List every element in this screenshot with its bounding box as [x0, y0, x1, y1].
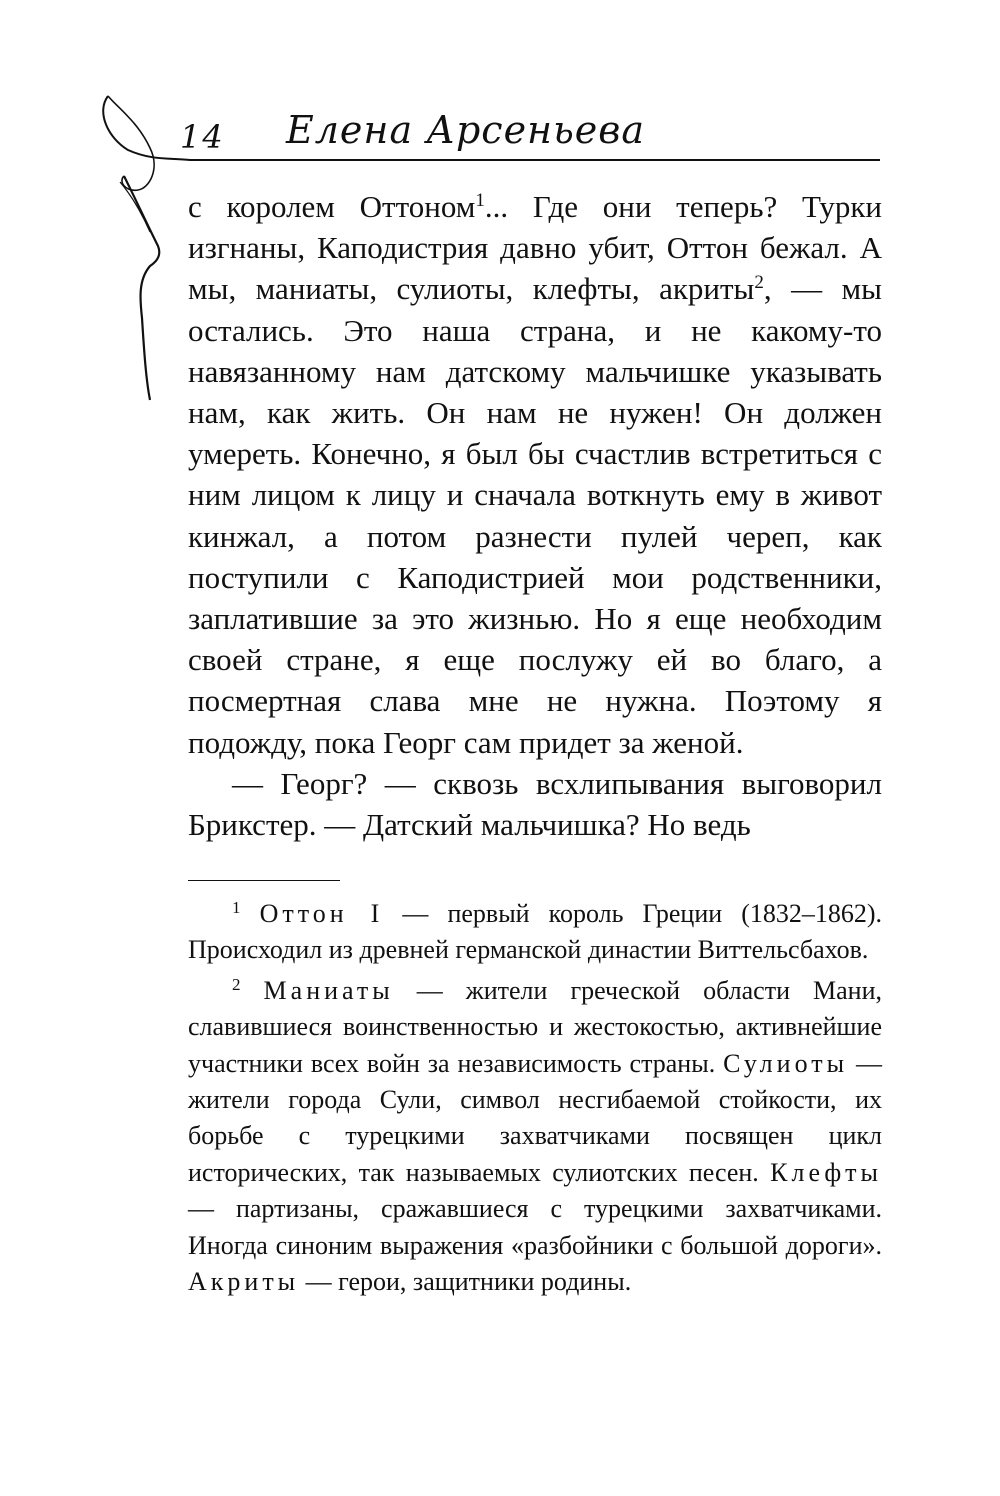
footnote-ref: 1 [475, 190, 485, 211]
main-text [188, 186, 882, 845]
paragraph: — Георг? — сквозь всхлипывания выговорил Брикстер. — Датский мальчишка? Но ведь [188, 765, 882, 843]
footnote-divider [188, 880, 340, 881]
footnote-ref: 2 [754, 272, 764, 294]
footnotes [188, 896, 882, 1304]
running-header-author: Елена Арсеньева [286, 108, 646, 152]
footnote-2: $^2$ Маниаты — жители греческой области Мани, славившиеся воинственностью и жестокостью, активнейшие участники всех войн за независимость страны. Сулиоты — жители города Сули, символ несгибаемой стойкости, их борьбе с турецкими захватчиками посвящен цикл исторических, так называемых сулиотских песен. Клефты — партизаны, сражавшиеся с турецкими захватчиками. Иногда синоним выражения «разбойники с большой дороги». Акриты — герои, защитники родины. [188, 974, 883, 1297]
footnote-1: $^1$ Оттон I — первый король Греции (1832–1862). Происходил из древней германской династии Виттельсбахов. [188, 898, 883, 965]
page-number: 14 [180, 118, 225, 156]
paragraph: с королем Оттоном$^1$... Где они теперь? Турки изгнаны, Каподистрия давно убит, Оттон бежал. А мы, маниаты, сулиоты, клефты, акриты$^2$, — мы остались. Это наша страна, и не какому-то навязанному нам датскому мальчишке указывать нам, как жить. Он нам не нужен! Он должен умереть. Конечно, я был бы счастлив встретиться с ним лицом к лицу и сначала воткнуть ему в живот кинжал, а потом разнести пулей череп, как поступили с Каподистрией мои родственники, заплатившие за это жизнью. Но я еще необходим своей стране, я еще послужу ей во благо, а посмертная слава мне не нужна. Поэтому я подожду, пока Георг сам придет за женой. [188, 189, 883, 760]
